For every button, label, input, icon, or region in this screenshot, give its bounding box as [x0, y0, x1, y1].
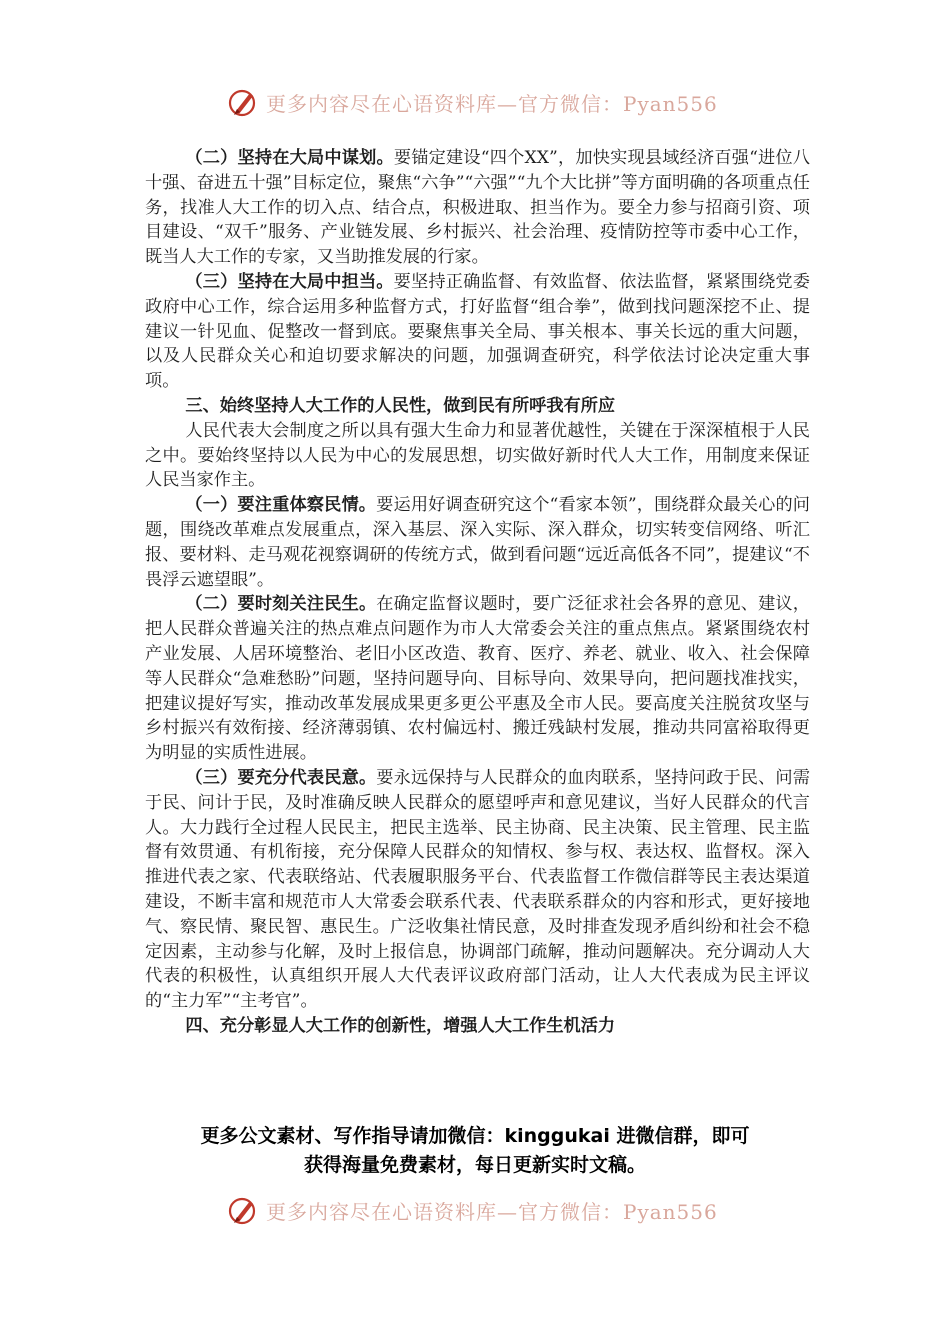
paragraph: [145, 270, 810, 394]
header-watermark: [226, 82, 726, 122]
pen-nib-logo-icon: [226, 85, 260, 119]
promo-line: 更多公文素材、写作指导请加微信：kinggukai 进微信群，即可: [200, 1125, 750, 1147]
section-heading-text: 三、始终坚持人大工作的人民性，做到民有所呼我有所应: [185, 395, 616, 416]
watermark-text: 更多内容尽在心语资料库—官方微信：Pyan556: [266, 91, 718, 116]
section-heading: [145, 394, 810, 419]
promo-notice: [140, 1122, 810, 1180]
paragraph-heading: （二）坚持在大局中谋划。: [185, 148, 394, 168]
paragraph-text: 人民代表大会制度之所以具有强大生命力和显著优越性，关键在于深深植根于人民之中。要始终坚持以人民为中心的发展思想，切实做好新时代人大工作，用制度来保证人民当家作主。: [145, 420, 810, 491]
paragraph-text: 要运用好调查研究这个“看家本领”，围绕群众最关心的问题，围绕改革难点发展重点，深入基层、深入实际、深入群众，切实转变信网络、听汇报、要材料、走马观花视察调研的传统方式，做到看问题“远近高低各不同”，提建议“不畏浮云遮望眼”。: [145, 495, 810, 590]
watermark-text: 更多内容尽在心语资料库—官方微信：Pyan556: [266, 1199, 718, 1224]
paragraph-heading: （二）要时刻关注民生。: [185, 594, 377, 615]
paragraph-heading: （三）坚持在大局中担当。: [185, 271, 394, 292]
paragraph-text: 要坚持正确监督、有效监督、依法监督，紧紧围绕党委政府中心工作，综合运用多种监督方式，打好监督“组合拳”，做到找问题深挖不止、提建议一针见血、促整改一督到底。要聚焦事关全局、事关根本、事关长远的重大问题，以及人民群众关心和迫切要求解决的问题，加强调查研究，科学依法讨论决定重大事项。: [145, 271, 810, 392]
promo-line: 获得海量免费素材，每日更新实时文稿。: [303, 1154, 646, 1176]
paragraph-text: 要永远保持与人民群众的血肉联系，坚持问政于民、问需于民、问计于民，及时准确反映人民群众的愿望呼声和意见建议，当好人民群众的代言人。大力践行全过程人民民主，把民主选举、民主协商、民主决策、民主管理、民主监督有效贯通、有机衔接，充分保障人民群众的知情权、参与权、表达权、监督权。深入推进代表之家、代表联络站、代表履职服务平台、代表监督工作微信群等民主表达渠道建设，不断丰富和规范市人大常委会联系代表、代表联系群众的内容和形式，更好接地气、察民情、聚民智、惠民生。广泛收集社情民意，及时排查发现矛盾纠纷和社会不稳定因素，主动参与化解，及时上报信息，协调部门疏解，推动问题解决。充分调动人大代表的积极性，认真组织开展人大代表评议政府部门活动，让人大代表成为民主评议的“主力军”“主考官”。: [145, 767, 810, 1012]
paragraph-text: 在确定监督议题时，要广泛征求社会各界的意见、建议，把人民群众普遍关注的热点难点问题作为市人大常委会关注的重点焦点。紧紧围绕农村产业发展、人居环境整治、老旧小区改造、教育、医疗、养老、就业、收入、社会保障等人民群众“急难愁盼”问题，坚持问题导向、目标导向、效果导向，把问题找准找实，把建议提好写实，推动改革发展成果更多更公平惠及全市人民。要高度关注脱贫攻坚与乡村振兴有效衔接、经济薄弱镇、农村偏远村、搬迁残缺村发展，推动共同富裕取得更为明显的实质性进展。: [145, 594, 810, 764]
section-heading-text: 四、充分彰显人大工作的创新性，增强人大工作生机活力: [185, 1015, 616, 1036]
document-body: [145, 146, 810, 1039]
paragraph: [145, 146, 810, 270]
section-heading: [145, 1014, 810, 1039]
paragraph-heading: （三）要充分代表民意。: [185, 767, 377, 788]
paragraph-text: 要锚定建设“四个XX”，加快实现县域经济百强“进位八十强、奋进五十强”目标定位，聚焦“六争”“六强”“九个大比拼”等方面明确的各项重点任务，找准人大工作的切入点、结合点，积极进取、担当作为。要全力参与招商引资、项目建设、“双千”服务、产业链发展、乡村振兴、社会治理、疫情防控等市委中心工作，既当人大工作的专家，又当助推发展的行家。: [145, 148, 810, 268]
paragraph: [145, 493, 810, 592]
paragraph-heading: （一）要注重体察民情。: [185, 495, 377, 516]
footer-watermark: [226, 1190, 726, 1230]
paragraph: [145, 419, 810, 493]
paragraph: [145, 592, 810, 766]
pen-nib-logo-icon: [226, 1193, 260, 1227]
paragraph: [145, 766, 810, 1014]
